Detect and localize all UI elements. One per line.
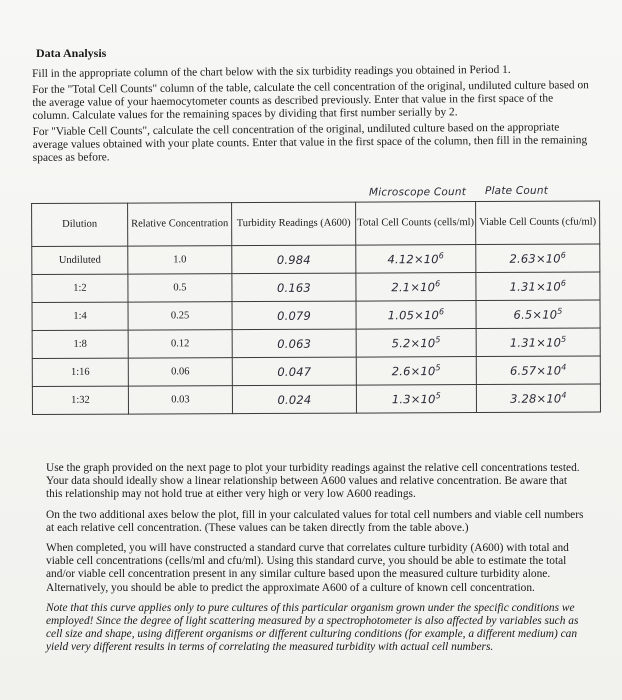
total-count-mantissa: 4.12×10	[387, 252, 439, 267]
intro-paragraph: Fill in the appropriate column of the chart below with the six turbidity readings you obtained in Period 1.	[32, 63, 511, 80]
total-count-exponent: 5	[435, 363, 441, 373]
intro-paragraph: For "Viable Cell Counts", calculate the cell concentration of the original, undiluted culture based on the appropriate average values obtained with your plate counts. Enter that value in the first space of the column, then fill in the remaining spaces as before.	[32, 121, 588, 164]
viable-count-exponent: 6	[560, 250, 567, 260]
turbidity-cell: 0.063	[232, 329, 356, 358]
intro-instructions	[32, 63, 593, 168]
viable-count-cell	[476, 356, 600, 385]
viable-count-cell	[476, 244, 600, 273]
turbidity-cell: 0.047	[232, 357, 356, 386]
relative-cell: 0.06	[128, 358, 232, 386]
total-count-cell	[356, 245, 476, 274]
header-dilution: Dilution	[32, 203, 128, 246]
body-paragraph: On the two additional axes below the plot, fill in your calculated values for total cell numbers and viable cell numbers at each relative cell concentration. (These values can be taken directly from the table above.)	[46, 508, 584, 534]
total-count-mantissa: 2.6×10	[391, 364, 436, 379]
viable-count-cell	[476, 384, 600, 413]
total-count-exponent: 5	[435, 335, 441, 345]
viable-count-exponent: 6	[560, 278, 567, 288]
header-total-cell-counts: Total Cell Counts (cells/ml)	[356, 202, 476, 246]
total-count-exponent: 5	[435, 391, 441, 401]
plate-count-annotation: Plate Count	[484, 184, 549, 198]
total-count-exponent: 6	[435, 279, 441, 289]
total-count-mantissa: 1.05×10	[387, 308, 440, 323]
relative-cell: 0.12	[128, 330, 232, 358]
header-relative-concentration: Relative Concentration	[128, 203, 232, 246]
table-row	[32, 272, 600, 302]
dilution-cell: 1:8	[32, 330, 128, 358]
total-count-cell	[356, 329, 476, 358]
dilution-cell: Undiluted	[32, 246, 128, 274]
viable-count-cell	[476, 300, 600, 329]
data-table	[31, 201, 601, 415]
viable-count-mantissa: 6.57×10	[509, 363, 562, 378]
dilution-cell: 1:32	[32, 386, 128, 414]
header-turbidity: Turbidity Readings (A600)	[232, 202, 356, 246]
viable-count-mantissa: 1.31×10	[509, 335, 562, 350]
body-paragraph: When completed, you will have constructed a standard curve that correlates culture turbidity (A600) with total and viable cell concentrations (cells/ml and cfu/ml). Using this standard curve, you should be able to estimate the total and/or viable cell concentration present in any similar culture based upon the measured culture turbidity alone. Alternatively, you should be able to predict the approximate A600 of a culture of known cell concentration.	[46, 542, 569, 594]
microscope-count-annotation: Microscope Count	[369, 186, 467, 199]
table-row	[32, 244, 600, 274]
total-count-cell	[356, 385, 476, 414]
relative-cell: 0.5	[128, 274, 232, 302]
total-count-cell	[356, 273, 476, 302]
viable-count-cell	[476, 328, 600, 357]
dilution-cell: 1:4	[32, 302, 128, 330]
viable-count-exponent: 5	[561, 334, 567, 344]
viable-count-exponent: 5	[557, 306, 563, 316]
table-row	[32, 328, 600, 358]
table-header-row	[32, 201, 600, 246]
total-count-mantissa: 2.1×10	[391, 280, 436, 295]
relative-cell: 1.0	[128, 246, 232, 274]
turbidity-cell: 0.079	[232, 301, 356, 330]
table-row	[32, 356, 600, 386]
viable-count-mantissa: 1.31×10	[509, 279, 561, 294]
section-heading: Data Analysis	[36, 46, 107, 60]
body-paragraph: Use the graph provided on the next page to plot your turbidity readings against the relative cell concentrations tested. Your data should ideally show a linear relationship between A600 values and relative concentration. Be aware that this relationship may not hold true at either very high or very low A600 readings.	[46, 462, 580, 501]
intro-paragraph: For the "Total Cell Counts" column of the table, calculate the cell concentration of the original, undiluted culture based on the average value of your haemocytometer counts as described previously. Enter that value in the first space of the column. Calculate values for the remaining spaces by dividing that first number serially by 2.	[32, 79, 589, 122]
turbidity-cell: 0.163	[232, 273, 356, 302]
table-row	[32, 300, 600, 330]
dilution-cell: 1:2	[32, 274, 128, 302]
viable-count-cell	[476, 272, 600, 301]
viable-count-exponent: 4	[561, 390, 567, 400]
viable-count-mantissa: 2.63×10	[509, 251, 561, 266]
turbidity-cell: 0.984	[232, 245, 356, 274]
relative-cell: 0.03	[128, 386, 232, 414]
relative-cell: 0.25	[128, 302, 232, 330]
turbidity-cell: 0.024	[232, 385, 356, 414]
table-row	[32, 384, 600, 414]
viable-count-mantissa: 6.5×10	[513, 307, 558, 322]
total-count-mantissa: 5.2×10	[391, 336, 436, 351]
data-table-wrapper	[31, 185, 601, 415]
dilution-cell: 1:16	[32, 358, 128, 386]
caution-note: Note that this curve applies only to pure cultures of this particular organism grown under the specific conditions we employed! Since the degree of light scattering measured by a spectrophotometer is also affected by variables such as cell size and shape, using different organisms or different culturing conditions (for example, a different medium) can yield very different results in terms of correlating the measured turbidity with actual cell numbers.	[46, 601, 579, 654]
total-count-cell	[356, 357, 476, 386]
total-count-cell	[356, 301, 476, 330]
viable-count-exponent: 4	[561, 362, 567, 372]
total-count-exponent: 6	[439, 307, 445, 317]
graph-instructions	[46, 462, 586, 662]
handwritten-annotations	[31, 185, 599, 203]
total-count-mantissa: 1.3×10	[391, 392, 436, 407]
total-count-exponent: 6	[438, 251, 445, 261]
viable-count-mantissa: 3.28×10	[510, 391, 562, 406]
header-viable-cell-counts: Viable Cell Counts (cfu/ml)	[476, 201, 600, 245]
